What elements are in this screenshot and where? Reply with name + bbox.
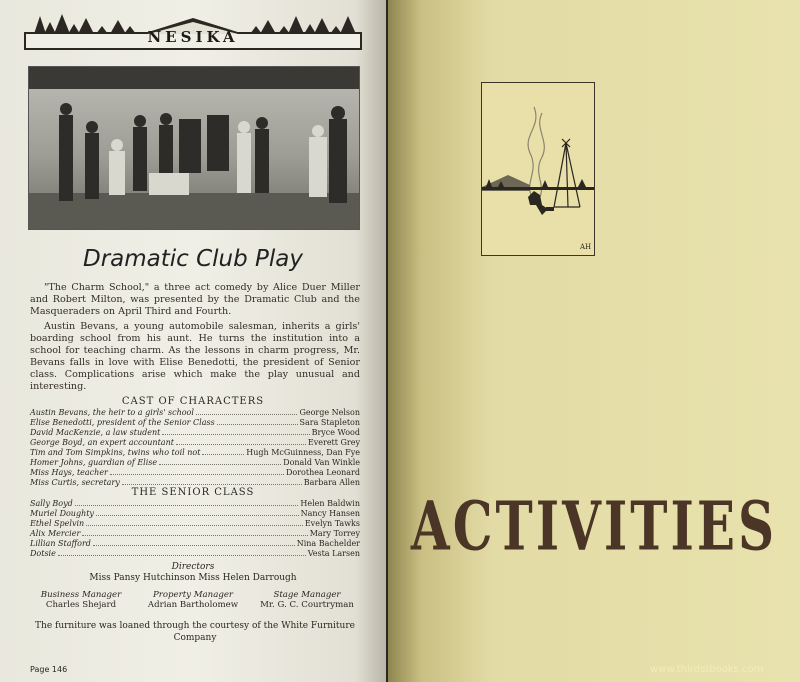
senior-class-heading: THE SENIOR CLASS (131, 487, 255, 498)
role: Austin Bevans, the heir to a girls' school (30, 408, 194, 417)
nesika-banner (24, 14, 362, 50)
actor: Evelyn Tawks (304, 519, 360, 528)
actor: Nina Bachelder (296, 539, 360, 548)
actor: Hugh McGuinness, Dan Fye (246, 448, 360, 457)
actor: George Nelson (299, 408, 360, 417)
cast-row (30, 438, 360, 448)
cast-heading: CAST OF CHARACTERS (121, 396, 265, 407)
business-manager (26, 590, 136, 610)
actor: Nancy Hansen (300, 509, 360, 518)
tipi-campfire-illustration (481, 82, 595, 256)
actor: Sara Stapleton (299, 418, 360, 427)
senior-row (30, 529, 360, 539)
role: Sally Boyd (30, 499, 73, 508)
banner-title: NESIKA (147, 28, 239, 46)
manager-name: Adrian Bartholomew (147, 600, 239, 610)
manager-name: Mr. G. C. Courtryman (260, 600, 354, 610)
senior-row (30, 509, 360, 519)
activities-heading: ACTIVITIES (410, 486, 778, 566)
role: Miss Hays, teacher (30, 468, 108, 477)
manager-label: Business Manager (40, 590, 122, 600)
actor: Bryce Wood (311, 428, 360, 437)
role: Homer Johns, guardian of Elise (30, 458, 158, 467)
cast-row (30, 428, 360, 438)
actor: Dorothea Leonard (285, 468, 360, 477)
stage-manager (252, 590, 362, 610)
plot-paragraph: Austin Bevans, a young automobile salesman, inherits a girls' boarding school from his aunt. He turns the institution into a school for teaching charm. As the lessons in charm progress, Mr. Bevans falls in love with Elise Benedotti, the president of Senior class. Complications arise which make the play unusual and interesting. (30, 321, 360, 392)
intro-paragraph: "The Charm School," a three act comedy by Alice Duer Miller and Robert Milton, was presented by the Dramatic Club and the Masqueraders on April Third and Fourth. (30, 282, 360, 317)
watermark: www.thirdstbooks.com (650, 664, 764, 675)
actor: Donald Van Winkle (283, 458, 360, 467)
role: Elise Benedotti, president of the Senior Class (30, 418, 215, 427)
directors-names: Miss Pansy Hutchinson Miss Helen Darrough (89, 573, 297, 583)
cast-row (30, 458, 360, 468)
cast-row (30, 418, 360, 428)
furniture-credit: The furniture was loaned through the courtesy of the White Furniture Company (35, 621, 355, 643)
cast-row (30, 468, 360, 478)
manager-label: Property Manager (152, 590, 234, 600)
senior-row (30, 549, 360, 559)
role: Alix Mercier (30, 529, 81, 538)
left-page (0, 0, 386, 682)
role: Lillian Stafford (30, 539, 91, 548)
svg-text:AH: AH (580, 243, 592, 251)
role: Dotsie (30, 549, 56, 558)
directors-label: Directors (171, 562, 215, 572)
cast-photograph (28, 66, 360, 230)
actor: Vesta Larsen (307, 549, 360, 558)
actor: Helen Baldwin (300, 499, 360, 508)
manager-name: Charles Shejard (45, 600, 117, 610)
role: David MacKenzie, a law student (30, 428, 161, 437)
senior-row (30, 519, 360, 529)
actor: Everett Grey (307, 438, 360, 447)
cast-row (30, 408, 360, 418)
role: Muriel Doughty (30, 509, 94, 518)
senior-row (30, 539, 360, 549)
role: Ethel Spelvin (30, 519, 85, 528)
actor: Mary Torrey (309, 529, 360, 538)
role: George Boyd, an expert accountant (30, 438, 174, 447)
manager-label: Stage Manager (273, 590, 341, 600)
role: Tim and Tom Simpkins, twins who toil not (30, 448, 201, 457)
property-manager (138, 590, 248, 610)
actor: Barbara Allen (303, 478, 360, 487)
role: Miss Curtis, secretary (30, 478, 120, 487)
senior-row (30, 499, 360, 509)
cast-row (30, 448, 360, 458)
page-number: Page 146 (30, 665, 68, 674)
play-title: Dramatic Club Play (82, 246, 304, 272)
right-page (388, 0, 800, 682)
